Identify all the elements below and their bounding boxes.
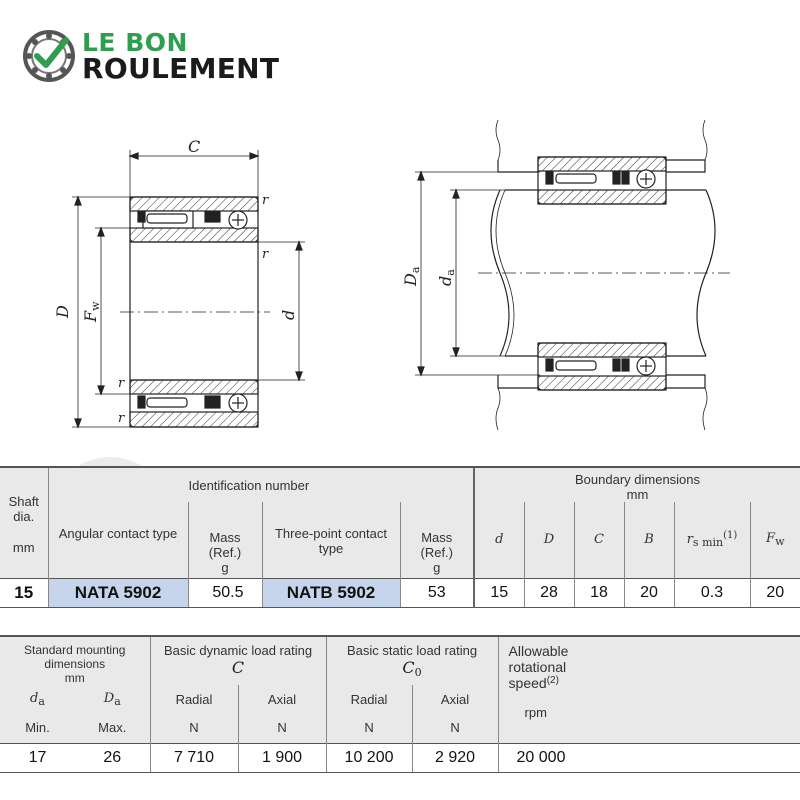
col-header-C: C — [574, 502, 624, 578]
rs-min-value: 0.3 — [674, 578, 750, 607]
speed-value: 20 000 — [498, 743, 800, 772]
dim-label-Fw: Fw — [81, 301, 102, 322]
dyn-radial-header: Radial — [150, 685, 238, 713]
boundary-dimensions-header: Boundary dimensions mm — [474, 467, 800, 502]
col-header-D: D — [524, 502, 574, 578]
col-header-Da: $D_a$ — [75, 685, 150, 713]
B-value: 20 — [624, 578, 674, 607]
table-row — [0, 743, 800, 772]
max-label: Max. — [75, 713, 150, 743]
dynamic-load-rating-header: Basic dynamic load rating C — [150, 636, 326, 685]
da-min-value: 17 — [0, 743, 75, 772]
dim-label-r: r — [262, 247, 269, 262]
stat-radial-header: Radial — [326, 685, 412, 713]
mass-header: Mass (Ref.) g — [188, 502, 262, 578]
spec-table-load-ratings — [0, 635, 800, 773]
stat-axial-header: Axial — [412, 685, 498, 713]
unit-n: N — [326, 713, 412, 743]
Da-max-value: 26 — [75, 743, 150, 772]
dim-label-r: r — [118, 411, 125, 426]
dim-label-r: r — [118, 376, 125, 391]
brand-line1: LE BON — [82, 28, 188, 57]
col-header-d: d — [474, 502, 524, 578]
brand-logo — [22, 28, 312, 88]
min-label: Min. — [0, 713, 75, 743]
standard-mounting-header: Standard mounting dimensions mm — [0, 636, 150, 685]
allowable-speed-header: Allowable rotational speed$^{(2)}$ rpm — [498, 636, 800, 743]
C-value: 18 — [574, 578, 624, 607]
shaft-dia-header: Shaft dia. mm — [0, 467, 48, 578]
dim-label-D: D — [53, 305, 72, 318]
dim-label-da: da — [436, 269, 457, 286]
D-value: 28 — [524, 578, 574, 607]
unit-n: N — [150, 713, 238, 743]
Fw-value: 20 — [750, 578, 800, 607]
three-point-contact-id[interactable]: NATB 5902 — [262, 578, 400, 607]
dim-label-C: C — [188, 137, 201, 156]
static-load-rating-header: Basic static load rating $C_0$ — [326, 636, 498, 685]
table-row — [0, 578, 800, 607]
mass-header: Mass (Ref.) g — [400, 502, 474, 578]
spec-table-identification — [0, 466, 800, 608]
brand-line2: ROULEMENT — [82, 52, 280, 85]
angular-contact-type-header: Angular contact type — [48, 502, 188, 578]
dim-label-d: d — [279, 309, 298, 320]
dim-label-Da: Da — [401, 266, 422, 286]
col-header-rs-min: $r_{s min}^{(1)}$ — [674, 502, 750, 578]
col-header-Fw: $F_w$ — [750, 502, 800, 578]
dyn-axial-header: Axial — [238, 685, 326, 713]
unit-n: N — [412, 713, 498, 743]
bearing-check-icon — [22, 28, 78, 84]
col-header-B: B — [624, 502, 674, 578]
dyn-axial-value: 1 900 — [238, 743, 326, 772]
angular-mass-value: 50.5 — [188, 578, 262, 607]
unit-n: N — [238, 713, 326, 743]
stat-radial-value: 10 200 — [326, 743, 412, 772]
d-value: 15 — [474, 578, 524, 607]
bearing-drawing — [0, 105, 800, 440]
three-point-mass-value: 53 — [400, 578, 474, 607]
bearing-mounting-right — [415, 120, 730, 430]
angular-contact-id[interactable]: NATA 5902 — [48, 578, 188, 607]
stat-axial-value: 2 920 — [412, 743, 498, 772]
identification-number-header: Identification number — [48, 467, 474, 502]
dyn-radial-value: 7 710 — [150, 743, 238, 772]
shaft-dia-value: 15 — [0, 578, 48, 607]
col-header-da: $d_a$ — [0, 685, 75, 713]
bearing-section-left — [72, 150, 305, 427]
three-point-contact-type-header: Three-point contact type — [262, 502, 400, 578]
dim-label-r: r — [262, 193, 269, 208]
